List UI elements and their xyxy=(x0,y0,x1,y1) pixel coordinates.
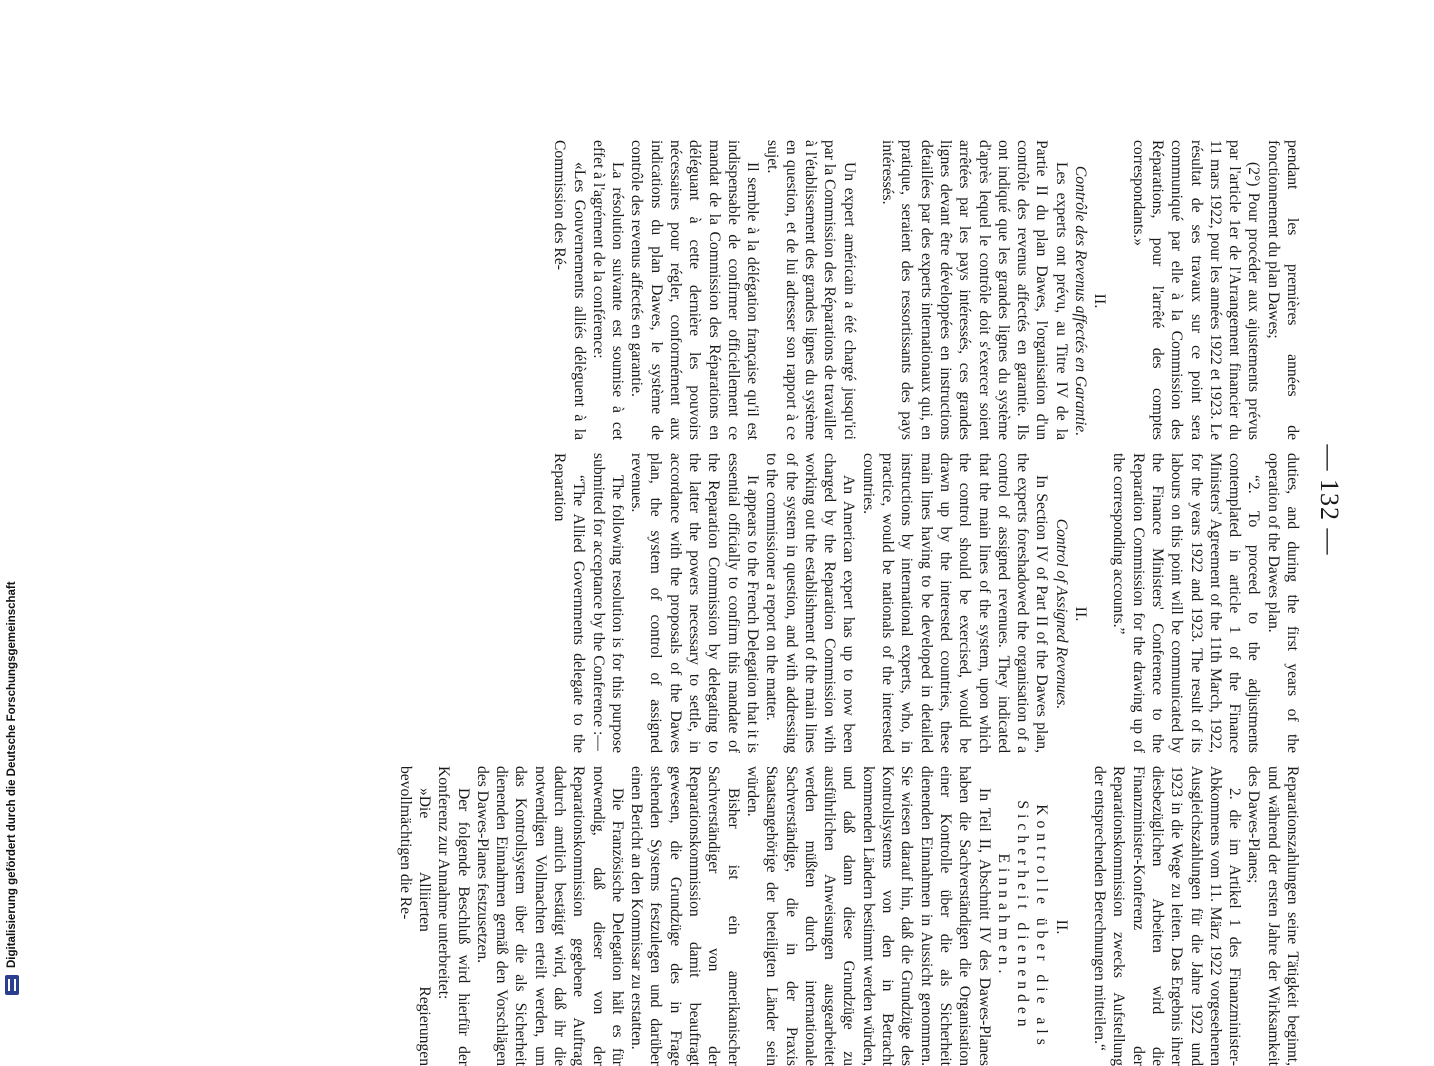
german-paragraph-6: Der folgende Beschluß wird hierfür der Konferenz zur Annahme unterbreitet: xyxy=(435,766,472,1066)
english-paragraph-5: It appears to the French Delegation that it is essential officially to confirm this mandate of the Reparation Commission by delegating to the latter the powers necessary to settle, in accordance with the proposals of the Dawes plan, the system of control of assigned revenues. xyxy=(628,453,761,753)
french-paragraph-7: «Les Gouvernements alliés délèguent à la Commission des Ré- xyxy=(551,140,588,440)
english-section-number: II. xyxy=(1072,606,1090,622)
french-section-number: II. xyxy=(1091,293,1109,309)
german-column xyxy=(395,766,1302,1066)
dfg-logo-icon xyxy=(5,975,19,995)
french-column xyxy=(550,140,1302,440)
french-paragraph-1: pendant les premières années de fonctionnement du plan Dawes; xyxy=(1264,140,1301,440)
english-paragraph-4: An American expert has up to now been charged by the Reparation Commission with working out the establishment of the main lines of the system in question, and with addressing to the commissioner a report on the matter. xyxy=(763,453,858,753)
german-paragraph-5: Die Französische Delegation hält es für notwendig, daß dieser von der Reparationskommission gegebene Auftrag dadurch amtlich bestätigt wird, daß ihr die notwendigen Vollmachten erteilt werden, um das Kontrollsystem über die als Sicherheit dienenden Einnahmen gemäß den Vorschlägen des Dawes-Planes festzusetzen. xyxy=(473,766,626,1066)
english-paragraph-1: duties, and during the first years of the operation of the Dawes plan. xyxy=(1264,453,1301,753)
german-paragraph-4: Bisher ist ein amerikanischer Sachverständiger von der Reparationskommission damit beauftragt gewesen, die Grundzüge des in Frage stehenden Systems festzulegen und darüber einen Bericht an den Kommissar zu erstatten. xyxy=(628,766,742,1066)
french-paragraph-3: Les experts ont prévu, au Titre IV de la Partie II du plan Dawes, l'organisation d'un contrôle des revenus affectés en garantie. Ils ont indiqué que les grandes lignes du système d'après lequel le contrôle doit s'exercer soient arrêtées par les pays intéressés, ces grandes lignes devant être développées en instructions détaillées par des experts internationaux qui, en pratique, seraient des ressortissants des pays intéressés. xyxy=(879,140,1070,440)
german-paragraph-3: In Teil II, Abschnitt IV des Dawes-Planes haben die Sachverständigen die Organisation einer Kontrolle über die als Sicherheit dienenden Einnahmen in Aussicht genommen. Sie wiesen darauf hin, daß die Grundzüge des Kontrollsystems von den in Betracht kommenden Ländern bestimmt werden würden, und daß dann diese Grundzüge zu ausführlichen Anweisungen ausgearbeitet werden müßten durch internationale Sachverständige, die in der Praxis Staatsangehörige der beteiligten Länder sein würden. xyxy=(743,766,993,1066)
english-paragraph-2: “2. To proceed to the adjustments contemplated in article 1 of the Finance Ministers' Agreement of the 11th March, 1922, for the years 1922 and 1923. The result of its labours on this point will be communicated by the Finance Ministers' Conference to the Reparation Commission for the drawing up of the corresponding accounts.” xyxy=(1110,453,1263,753)
german-section-number: II. xyxy=(1052,919,1070,935)
german-paragraph-7: »Die Alliierten Regierungen bevollmächtigen die Re- xyxy=(396,766,433,1066)
english-paragraph-7: “The Allied Governments delegate to the Reparation xyxy=(551,453,588,753)
german-section-title: Kontrolle über die als Sicherheit dienenden Einnahmen. xyxy=(994,800,1051,1050)
french-paragraph-6: La résolution suivante est soumise à cet effet à l'agrément de la conférence: xyxy=(589,140,627,440)
watermark-text: Digitalisierung gefördert durch die Deutsche Forschungsgemeinschaft xyxy=(6,581,18,968)
german-paragraph-1: Reparationszahlungen seine Tätigkeit beginnt, und während der ersten Jahre der Wirksamkeit des Dawes-Planes; xyxy=(1245,766,1301,1066)
english-section-title: Control of Assigned Revenues. xyxy=(1052,518,1070,710)
page-number: — 132 — xyxy=(1315,444,1344,556)
english-column xyxy=(550,453,1302,753)
french-section-title: Contrôle des Revenus affectés en Garantie. xyxy=(1072,165,1090,437)
french-paragraph-4: Un expert américain a été chargé jusqu'ici par la Commission des Réparations de travailler à l'établissement des grandes lignes du système en question, et de lui adresser son rapport à ce sujet. xyxy=(763,140,858,440)
french-paragraph-5: Il semble à la délégation française qu'il est indispensable de confirmer officiellement ce mandat de la Commission des Réparations en déléguant à cette dernière les pouvoirs nécessaires pour régler, conformément aux indications du plan Dawes, le système de contrôle des revenus affectés en garantie. xyxy=(628,140,762,440)
french-paragraph-2: (2°) Pour procéder aux ajustements prévus par l'article 1er de l'Arrangement financier du 11 mars 1922, pour les années 1922 et 1923. Le résultat de ses travaux sur ce point sera communiqué par elle à la Commission des Réparations, pour l'arrêté des comptes correspondants.» xyxy=(1129,140,1263,440)
english-paragraph-6: The following resolution is for this purpose submitted for acceptance by the Conference :— xyxy=(589,453,626,753)
english-paragraph-3: In Section IV of Part II of the Dawes plan, the experts foreshadowed the organisation of a control of assigned revenues. They indicated that the main lines of the system, upon which the control should be exercised, would be drawn up by the interested countries, these main lines having to be developed in detailed instructions by international experts, who, in practice, would be nationals of the interested countries. xyxy=(859,453,1051,753)
german-paragraph-2: 2. die im Artikel 1 des Finanzminister-Abkommens vom 11. März 1922 vorgesehenen Ausgleichszahlungen für die Jahre 1922 und 1923 in die Wege zu leiten. Das Ergebnis ihrer diesbezüglichen Arbeiten wird die Finanzminister-Konferenz der Reparationskommission zwecks Aufstellung der entsprechenden Berechnungen mitteilen.“ xyxy=(1091,766,1244,1066)
